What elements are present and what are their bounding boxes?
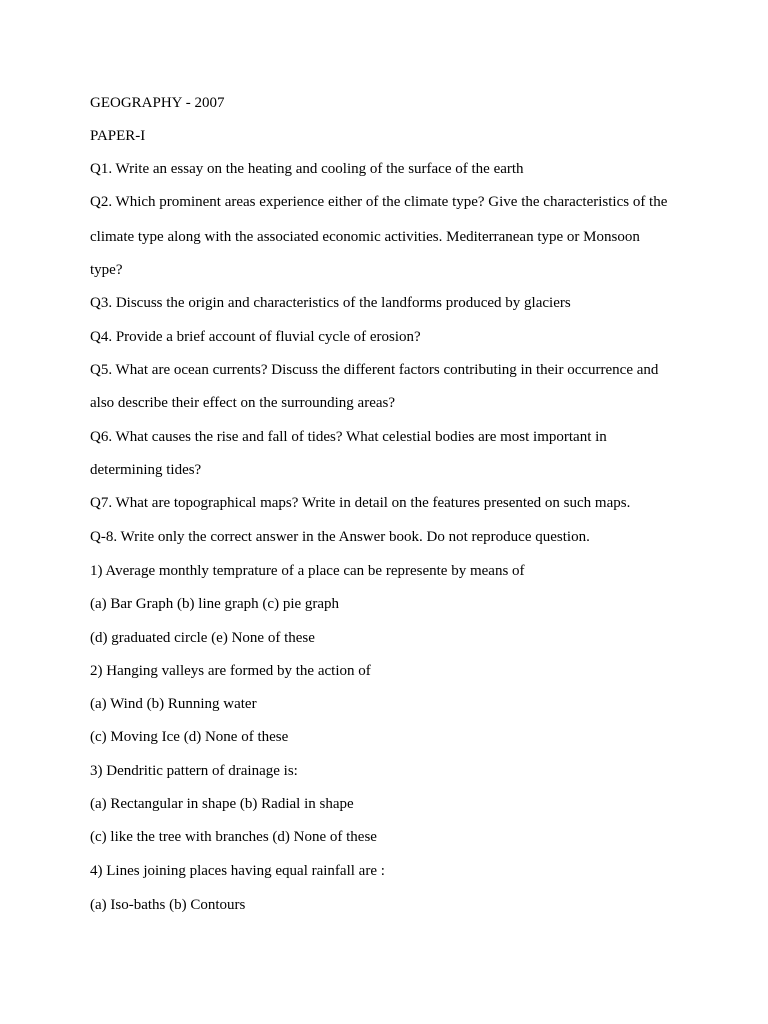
question-5-line-2: also describe their effect on the surrounding areas? bbox=[90, 395, 396, 411]
question-6-line-2: determining tides? bbox=[90, 462, 202, 478]
question-5-line-1: Q5. What are ocean currents? Discuss the different factors contributing in their occurrence and bbox=[90, 362, 659, 378]
mcq-item-2-options-a: (a) Wind (b) Running water bbox=[90, 696, 257, 712]
question-2-line-2: climate type along with the associated economic activities. Mediterranean type or Monsoon bbox=[90, 229, 640, 245]
question-1: Q1. Write an essay on the heating and cooling of the surface of the earth bbox=[90, 161, 524, 177]
paper-label: PAPER-I bbox=[90, 128, 146, 144]
mcq-item-2-question: 2) Hanging valleys are formed by the action of bbox=[90, 663, 371, 679]
question-7: Q7. What are topographical maps? Write in detail on the features presented on such maps. bbox=[90, 495, 631, 511]
question-2-line-1: Q2. Which prominent areas experience either of the climate type? Give the characteristics of the bbox=[90, 194, 668, 210]
mcq-item-3-question: 3) Dendritic pattern of drainage is: bbox=[90, 763, 298, 779]
mcq-item-4-question: 4) Lines joining places having equal rainfall are : bbox=[90, 863, 385, 879]
mcq-item-4-options-a: (a) Iso-baths (b) Contours bbox=[90, 897, 246, 913]
document-title: GEOGRAPHY - 2007 bbox=[90, 95, 225, 111]
question-6-line-1: Q6. What causes the rise and fall of tides? What celestial bodies are most important in bbox=[90, 429, 607, 445]
question-2-line-3: type? bbox=[90, 262, 123, 278]
mcq-item-3-options-b: (c) like the tree with branches (d) None of these bbox=[90, 829, 377, 845]
mcq-item-1-options-a: (a) Bar Graph (b) line graph (c) pie graph bbox=[90, 596, 340, 612]
mcq-item-1-question: 1) Average monthly temprature of a place can be represente by means of bbox=[90, 563, 525, 579]
mcq-item-3-options-a: (a) Rectangular in shape (b) Radial in shape bbox=[90, 796, 354, 812]
question-4: Q4. Provide a brief account of fluvial cycle of erosion? bbox=[90, 329, 421, 345]
mcq-item-1-options-b: (d) graduated circle (e) None of these bbox=[90, 630, 315, 646]
question-8-instruction: Q-8. Write only the correct answer in the Answer book. Do not reproduce question. bbox=[90, 529, 590, 545]
mcq-item-2-options-b: (c) Moving Ice (d) None of these bbox=[90, 729, 289, 745]
question-3: Q3. Discuss the origin and characteristics of the landforms produced by glaciers bbox=[90, 295, 571, 311]
